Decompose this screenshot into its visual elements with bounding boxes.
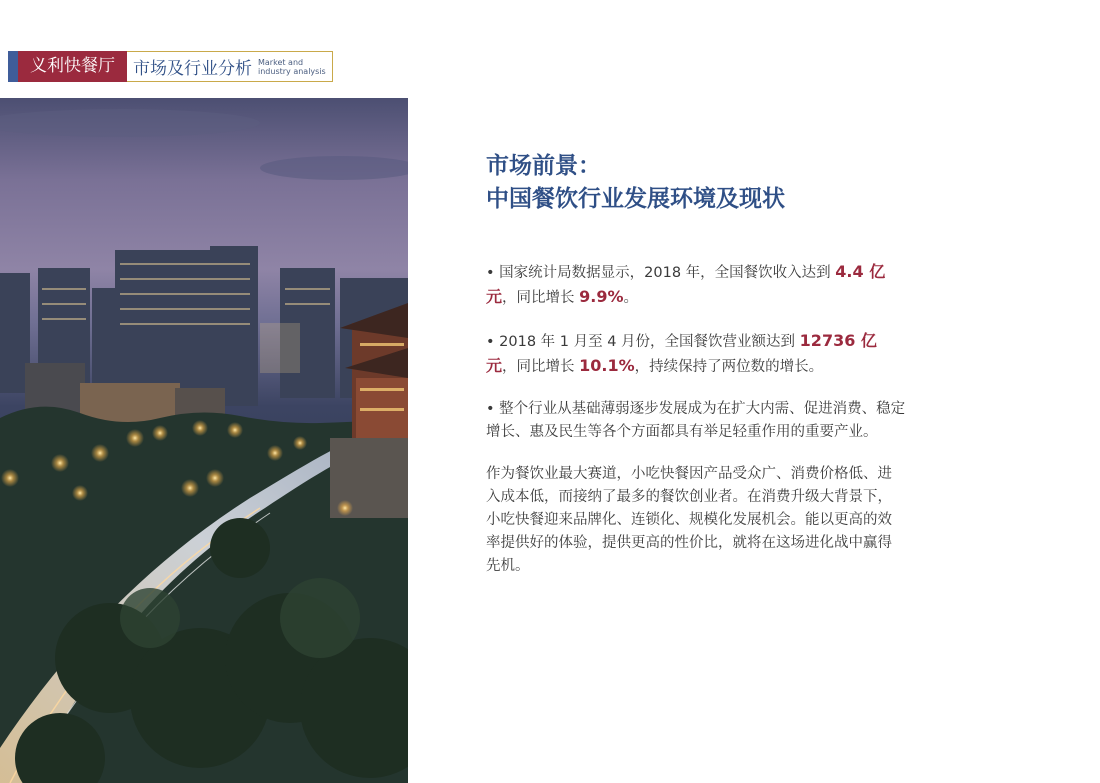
header-bar (8, 51, 333, 82)
bullet-revenue (486, 260, 906, 310)
content-column (486, 150, 906, 578)
bullet-turnover (486, 329, 906, 379)
bullet-industry: • 整个行业从基础薄弱逐步发展成为在扩大内需、促进消费、稳定增长、惠及民生等各个方面都具有举足轻重作用的重要产业。 (486, 401, 906, 440)
brand-label: 义利快餐厅 (8, 51, 127, 82)
highlight-value: 12736 亿元 (486, 331, 877, 375)
highlight-value: 10.1% (579, 356, 635, 375)
bullet-text: ，同比增长 (502, 359, 580, 375)
section-label (127, 51, 333, 82)
section-subtitle-en: Market and industry analysis (258, 57, 326, 76)
summary-paragraph: 作为餐饮业最大赛道，小吃快餐因产品受众广、消费价格低、进入成本低，而接纳了最多的餐饮创业者。在消费升级大背景下，小吃快餐迎来品牌化、连锁化、规模化发展机会。能以更高的效率提供好的体验，提供更高的性价比，就将在这场进化战中赢得先机。 (486, 466, 892, 574)
title-line-1: 市场前景： (486, 153, 601, 179)
city-night-photo (0, 98, 408, 783)
page-title (486, 150, 906, 216)
bullet-text: ，同比增长 (502, 290, 580, 306)
title-line-2: 中国餐饮行业发展环境及现状 (486, 186, 785, 212)
highlight-value: 4.4 亿元 (486, 262, 886, 306)
bullet-text: • 2018 年 1 月至 4 月份，全国餐饮营业额达到 (486, 334, 800, 350)
section-title: 市场及行业分析 (133, 59, 252, 79)
bullet-text: • 国家统计局数据显示，2018 年，全国餐饮收入达到 (486, 265, 836, 281)
highlight-value: 9.9% (579, 287, 624, 306)
bullet-text: 。 (623, 290, 638, 306)
bullet-text: ，持续保持了两位数的增长。 (634, 359, 824, 375)
